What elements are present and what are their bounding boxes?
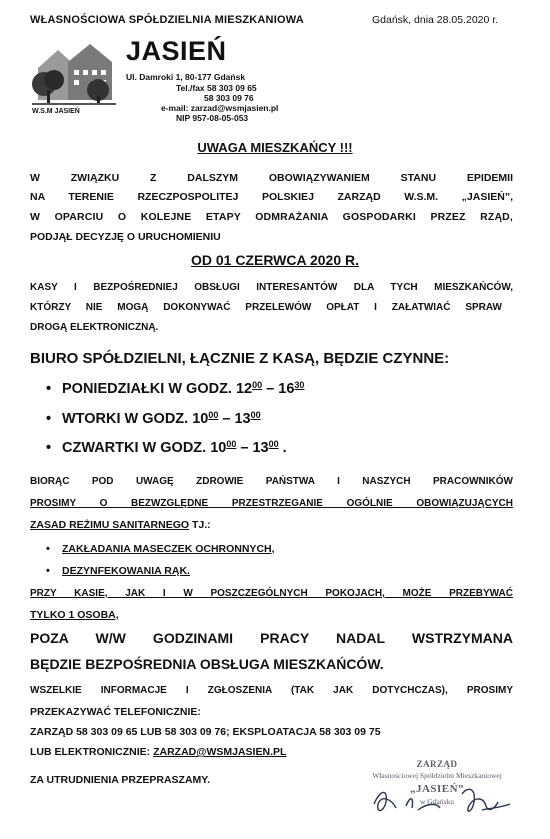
document-date: Gdańsk, dnia 28.05.2020 r. — [372, 14, 499, 26]
service-line-3: DROGĄ ELEKTRONICZNĄ. — [30, 322, 159, 333]
intro-line-4: PODJĄŁ DECYZJĘ O URUCHOMIENIU — [30, 231, 221, 243]
limit-line-2: TYLKO 1 OSOBA, — [30, 609, 119, 621]
notice-title — [0, 140, 550, 155]
email-text: e-mail: zarzad@wsmjasien.pl — [161, 103, 279, 113]
hours-to: – 13 — [218, 411, 251, 427]
handwritten-signature — [366, 774, 516, 824]
intro-line-2: NA TERENIE RZECZPOSPOLITEJ POLSKIEJ ZARZĄD W.S.M. „JASIEŃ”, — [30, 191, 513, 203]
brand-name: JASIEŃ — [126, 36, 227, 66]
apology-text: ZA UTRUDNIENIA PRZEPRASZAMY. — [30, 774, 211, 786]
bullet-icon: • — [46, 440, 52, 456]
organization-name: WŁASNOŚCIOWA SPÓŁDZIELNIA MIESZKANIOWA — [30, 14, 304, 26]
logo-caption: W.S.M JASIEŃ — [32, 108, 80, 115]
email-address — [161, 103, 278, 113]
stamp-line-4: w Gdańsku — [420, 797, 454, 806]
hours-item-monday — [46, 380, 304, 397]
bullet-icon: • — [46, 543, 50, 555]
health-line-tail: TJ.: — [189, 519, 211, 531]
intro-line-1: W ZWIĄZKU Z DALSZYM OBOWIĄZYWANIEM STANU EPIDEMII — [30, 172, 513, 184]
stamp-line-3: „JASIEŃ” — [409, 783, 465, 795]
bullet-icon: • — [46, 381, 52, 397]
info-line-1: WSZELKIE INFORMACJE I ZGŁOSZENIA (TAK JAK DOTYCHCZAS), PROSIMY — [30, 685, 513, 696]
limit-line-1: PRZY KASIE, JAK I W POSZCZEGÓLNYCH POKOJACH, MOŻE PRZEBYWAĆ — [30, 588, 513, 599]
hours-label: PONIEDZIAŁKI W GODZ. 12 — [62, 381, 253, 397]
hours-minutes: 30 — [294, 380, 305, 390]
hours-item-tuesday — [46, 410, 261, 427]
phone-fax: Tel./fax 58 303 09 65 — [176, 83, 257, 93]
closed-line-1: POZA W/W GODZINAMI PRACY NADAL WSTRZYMANA — [30, 630, 513, 646]
rule-text: DEZYNFEKOWANIA RĄK. — [62, 565, 190, 577]
rule-item-masks — [46, 543, 275, 555]
hours-label: WTORKI W GODZ. 10 — [62, 411, 209, 427]
hours-minutes: 00 — [268, 439, 279, 449]
phone-secondary: 58 303 09 76 — [204, 93, 254, 103]
hours-end: . — [278, 440, 287, 456]
address-line: Ul. Damroki 1, 80-177 Gdańsk — [126, 72, 246, 82]
hours-label: CZWARTKI W GODZ. 10 — [62, 440, 227, 456]
closed-line-2: BĘDZIE BEZPOŚREDNIA OBSŁUGA MIESZKAŃCÓW. — [30, 656, 384, 672]
hours-item-thursday — [46, 439, 287, 456]
hours-to: – 13 — [236, 440, 269, 456]
email-link[interactable]: ZARZAD@WSMJASIEN.PL — [153, 746, 287, 758]
hours-minutes: 00 — [252, 380, 263, 390]
health-line-1: BIORĄC POD UWAGĘ ZDROWIE PAŃSTWA I NASZYCH PRACOWNIKÓW — [30, 476, 513, 487]
health-line-3 — [30, 519, 211, 531]
bullet-icon: • — [46, 411, 52, 427]
health-line-2: PROSIMY O BEZWZGLĘDNE PRZESTRZEGANIE OGÓLNIE OBOWIĄZUJĄCYCH — [30, 498, 513, 509]
notice-title-text: UWAGA MIESZKAŃCY !!! — [197, 140, 353, 155]
sanitary-regime-text: ZASAD REŻIMU SANITARNEGO — [30, 519, 190, 531]
service-line-1: KASY I BEZPOŚREDNIEJ OBSŁUGI INTERESANTÓW DLA TYCH MIESZKAŃCÓW, — [30, 282, 513, 293]
email-prefix: LUB ELEKTRONICZNIE: — [30, 746, 154, 758]
bullet-icon: • — [46, 565, 50, 577]
nip-number: NIP 957-08-05-053 — [176, 113, 249, 123]
phone-numbers-line: ZARZĄD 58 303 09 65 LUB 58 303 09 76; EKSPLOATACJA 58 303 09 75 — [30, 726, 381, 738]
hours-minutes: 00 — [208, 410, 219, 420]
cooperative-logo — [28, 40, 120, 120]
rule-item-disinfection — [46, 565, 190, 577]
hours-minutes: 00 — [226, 439, 237, 449]
hours-to: – 16 — [262, 381, 295, 397]
stamp-line-2: Własnościowej Spółdzielni Mieszkaniowej — [372, 771, 502, 780]
office-hours-title: BIURO SPÓŁDZIELNI, ŁĄCZNIE Z KASĄ, BĘDZIE CZYNNE: — [30, 350, 450, 367]
stamp-line-1: ZARZĄD — [416, 759, 458, 769]
service-line-2: KTÓRZY NIE MOGĄ DOKONYWAĆ PRZELEWÓW OPŁAT I ZAŁATWIAĆ SPRAW — [30, 302, 502, 313]
start-date — [0, 252, 550, 268]
info-line-2: PRZEKAZYWAĆ TELEFONICZNIE: — [30, 706, 201, 718]
start-date-text: OD 01 CZERWCA 2020 R. — [190, 252, 360, 268]
hours-minutes: 00 — [250, 410, 261, 420]
rule-text: ZAKŁADANIA MASECZEK OCHRONNYCH, — [62, 543, 275, 555]
intro-line-3: W OPARCIU O KOLEJNE ETAPY ODMRAŻANIA GOSPODARKI PRZEZ RZĄD, — [30, 211, 513, 223]
email-contact-line — [30, 746, 286, 758]
